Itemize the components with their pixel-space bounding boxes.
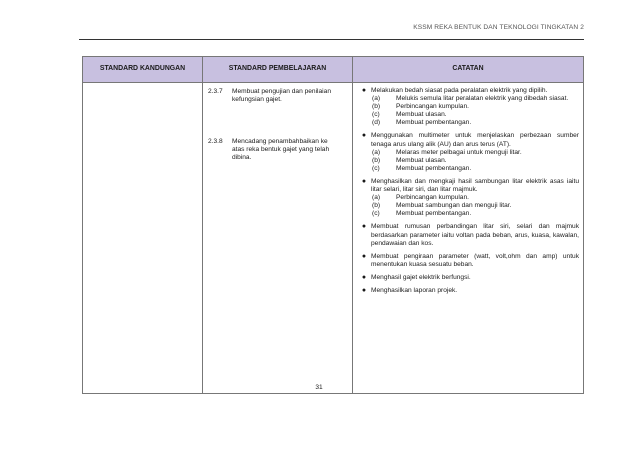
note-text: Membuat rumusan perbandingan litar siri, selari dan majmuk berdasarkan parameter iaitu voltan pada beban, arus, kuasa, kawalan, pendawaian dan kos. (371, 223, 579, 247)
table-row (83, 83, 584, 394)
sub-item (371, 202, 579, 210)
document-header-title: KSSM REKA BENTUK DAN TEKNOLOGI TINGKATAN 2 (413, 24, 584, 31)
notes-list (353, 83, 583, 295)
note-text: Menghasil gajet elektrik berfungsi. (371, 273, 471, 281)
sub-item-text: Membuat pembentangan. (396, 164, 472, 172)
note-text: Menghasilkan dan mengkaji hasil sambungan litar elektrik asas iaitu litar selari, litar siri, dan litar majmuk. (371, 177, 579, 194)
note-item (357, 87, 579, 127)
sub-item (371, 95, 579, 103)
bullet-icon: ● (361, 132, 367, 140)
bullet-icon: ● (361, 273, 367, 281)
sub-item-text: Melukis semula litar peralatan elektrik yang dibedah siasat. (396, 95, 569, 103)
learning-standard-text: Membuat pengujian dan penilaian kefungsian gajet. (232, 88, 331, 104)
sub-item (371, 157, 579, 165)
sub-item-label: (b) (372, 202, 381, 210)
learning-standard-text: Mencadang penambahbaikan ke atas reka bentuk gajet yang telah dibina. (232, 138, 330, 162)
sub-item-text: Membuat pembentangan. (396, 119, 472, 127)
sub-item-label: (a) (372, 194, 381, 202)
sub-item-text: Membuat sambungan dan menguji litar. (396, 202, 512, 210)
sub-item-label: (c) (372, 111, 380, 119)
sub-item (371, 194, 579, 202)
note-item (357, 287, 579, 295)
column-header-catatan: CATATAN (353, 57, 584, 83)
sub-item (371, 149, 579, 157)
note-text: Menggunakan multimeter untuk menjelaskan perbezaan sumber tenaga arus ulang alik (AU) dan arus terus (AT). (371, 132, 579, 148)
bullet-icon: ● (361, 286, 367, 294)
sub-item-label: (c) (372, 210, 380, 218)
learning-standard-item (208, 138, 352, 162)
sub-item-label: (d) (372, 119, 381, 127)
sub-item (371, 210, 579, 218)
note-item (357, 223, 579, 247)
sub-item (371, 111, 579, 119)
bullet-icon: ● (361, 252, 367, 260)
sub-item-label: (a) (372, 95, 381, 103)
catatan-cell (353, 83, 584, 394)
note-text: Membuat pengiraan parameter (watt, volt,ohm dan amp) untuk menentukan kuasa sesuatu beban. (371, 252, 579, 268)
sub-item-text: Perbincangan kumpulan. (396, 194, 469, 202)
bullet-icon: ● (361, 177, 367, 185)
sub-item-label: (c) (372, 164, 380, 172)
sub-item-text: Perbincangan kumpulan. (396, 103, 469, 111)
note-text: Melakukan bedah siasat pada peralatan elektrik yang dipilih. (371, 87, 548, 94)
column-header-standard-pembelajaran: STANDARD PEMBELAJARAN (203, 57, 353, 83)
sub-item-text: Membuat ulasan. (396, 156, 447, 164)
sub-item-label: (a) (372, 148, 381, 156)
sub-item-text: Membuat ulasan. (396, 111, 447, 119)
table-header-row (83, 57, 584, 83)
page-number: 31 (315, 384, 323, 391)
note-item (357, 253, 579, 269)
bullet-icon: ● (361, 87, 367, 94)
sub-item (371, 103, 579, 111)
bullet-icon: ● (361, 223, 367, 231)
note-item (357, 178, 579, 218)
learning-standard-code: 2.3.8 (208, 138, 223, 146)
standard-pembelajaran-cell (203, 83, 353, 394)
standard-kandungan-cell (83, 83, 203, 394)
sub-item-text: Membuat pembentangan. (396, 210, 472, 218)
note-text: Menghasilkan laporan projek. (371, 286, 458, 294)
column-header-standard-kandungan: STANDARD KANDUNGAN (83, 57, 203, 83)
sub-item (371, 119, 579, 127)
sub-item-text: Melaras meter pelbagai untuk menguji litar. (396, 148, 522, 156)
learning-standard-item (208, 88, 352, 104)
learning-standard-code: 2.3.7 (208, 88, 223, 95)
note-item (357, 132, 579, 172)
note-item (357, 274, 579, 282)
sub-item-label: (b) (372, 156, 381, 164)
header-divider (79, 39, 584, 40)
sub-item (371, 165, 579, 173)
sub-item-label: (b) (372, 103, 381, 111)
curriculum-table (82, 56, 584, 394)
